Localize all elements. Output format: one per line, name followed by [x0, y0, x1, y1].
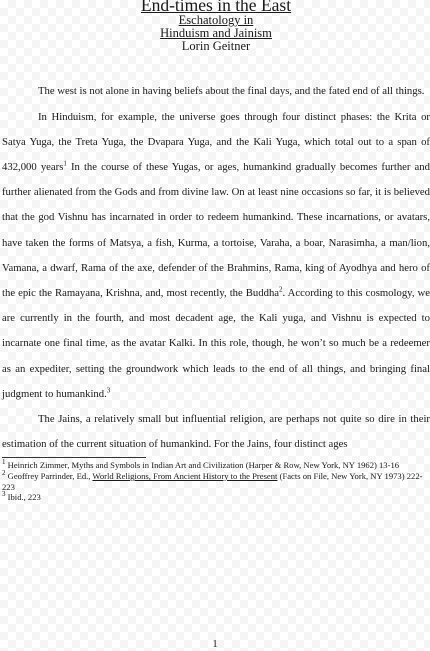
footnote-ref-1: 1: [63, 159, 67, 168]
footnote-3-number: 3: [2, 490, 6, 499]
author-name: Lorin Geitner: [181, 39, 251, 54]
footnote-1-number: 1: [2, 458, 6, 467]
footnote-ref-3: 3: [106, 386, 111, 395]
footnote-2-pre: Geoffrey Parrinder, Ed.,: [5, 471, 93, 482]
footnote-ref-2: 2: [279, 285, 283, 294]
paragraph-2-text-c: . According to this cosmology, we are currently in the fourth, and most decadent age, the Kali yuga, and Vishnu is expected to incarnate one final time, as the avatar Kalki. In this role, though, he won’t so much be a redeemer as an expediter, setting the groundwork which leads to the end of all things, and bringing final judgment to humankind.: [2, 287, 430, 400]
footnote-2-post: (Facts on File, New York, NY 1973) 222-223: [2, 471, 423, 492]
paragraph-3-text: The Jains, a relatively small but influential religion, are perhaps not quite so dire in their estimation of the current situation of humankind. For the Jains, four distinct ages: [2, 413, 430, 451]
footnote-2-number: 2: [2, 469, 6, 478]
subtitle-line-2: Hinduism and Jainism: [160, 26, 272, 41]
paragraph-2-text-a: In Hinduism, for example, the universe goes through four distinct phases: the Krita or Satya Yuga, the Treta Yuga, the Dvapara Yuga, and the Kali Yuga, which total out to a span of 432,000 years: [2, 110, 430, 173]
document-header: [2, 0, 430, 53]
paragraph-1-text: The west is not alone in having beliefs about the final days, and the fated end of all things.: [38, 85, 425, 98]
document-body: [2, 79, 430, 457]
document-title: End-times in the East: [140, 0, 292, 15]
footnote-3-text: Ibid., 223: [5, 492, 41, 503]
footnote-2-book-title: World Religions, From Ancient History to the Present: [92, 471, 278, 482]
footnote-1: [2, 460, 430, 471]
page-number: 1: [212, 638, 218, 650]
paragraph-3: [2, 407, 430, 457]
footnotes: [2, 460, 430, 502]
paragraph-2-text-b: In the course of these Yugas, or ages, humankind gradually becomes further and further alienated from the Gods and from divine law. On at least nine occasions so far, it is believed that the god Vishnu has incarnated in order to redeem humankind. These incarnations, or avatars, have taken the forms of Matsya, a fish, Kurma, a tortoise, Varaha, a boar, Narasimha, a man/lion, Vamana, a dwarf, Rama of the axe, defender of the Brahmins, Rama, king of Ayodhya and hero of the epic the Ramayana, Krishna, and, most recently, the Buddha: [2, 160, 430, 299]
paragraph-2: [2, 105, 430, 407]
footnote-2: [2, 471, 430, 492]
footnote-3: [2, 492, 430, 503]
footnote-1-text: Heinrich Zimmer, Myths and Symbols in Indian Art and Civilization (Harper & Row, New York, NY 1962) 13-16: [5, 460, 400, 471]
footnote-divider: [2, 457, 146, 458]
paragraph-1: [2, 79, 430, 104]
subtitle-line-1: Eschatology in: [178, 13, 254, 28]
